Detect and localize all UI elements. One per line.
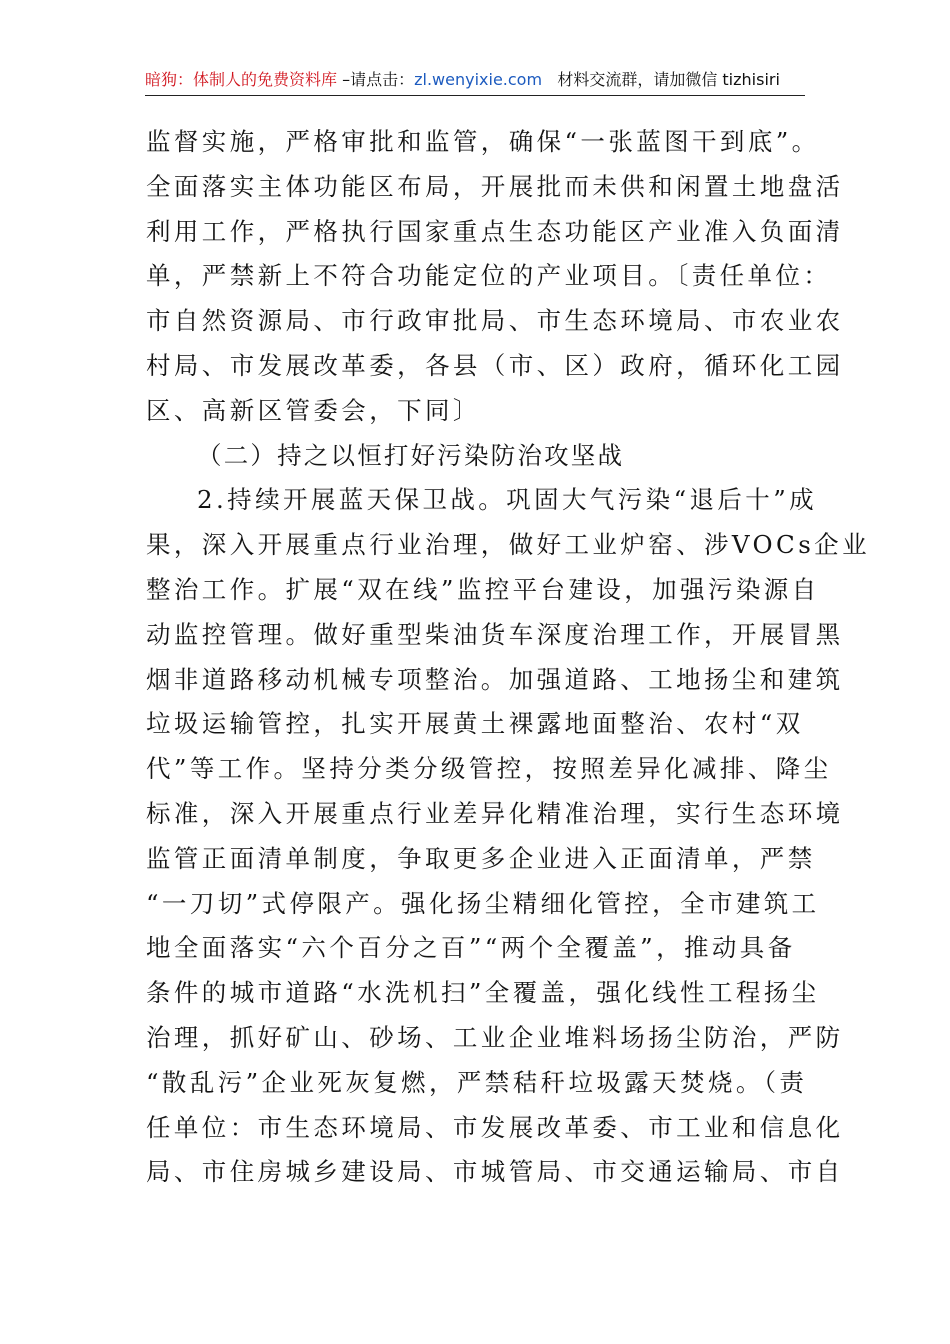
text-line: 代”等工作。坚持分类分级管控，按照差异化减排、降尘 [146, 754, 832, 784]
section-heading: （二）持之以恒打好污染防治攻坚战 [197, 440, 625, 470]
text-line: “一刀切”式停限产。强化扬尘精细化管控，全市建筑工 [146, 888, 820, 918]
text-line: 局、市住房城乡建设局、市城管局、市交通运输局、市自 [146, 1157, 844, 1187]
header-url-link[interactable]: zl.wenyixie.com [414, 70, 543, 89]
header-spacer [542, 70, 557, 89]
text-line: 监督实施，严格审批和监管，确保“一张蓝图干到底”。 [146, 127, 820, 156]
text-line: 条件的城市道路“水洗机扫”全覆盖，强化线性工程扬尘 [146, 978, 820, 1008]
text-line: 市自然资源局、市行政审批局、市生态环境局、市农业农 [146, 306, 844, 336]
text-line: 2.持续开展蓝天保卫战。巩固大气污染“退后十”成 [197, 485, 818, 515]
text-line: 区、高新区管委会，下同〕 [146, 395, 481, 425]
text-line: 任单位：市生态环境局、市发展改革委、市工业和信息化 [146, 1112, 844, 1142]
text-line: 果，深入开展重点行业治理，做好工业炉窑、涉VOCs企业 [146, 530, 870, 560]
text-line: 全面落实主体功能区布局，开展批而未供和闲置土地盘活 [146, 171, 844, 201]
text-line: 单，严禁新上不符合功能定位的产业项目。〔责任单位： [146, 261, 832, 291]
page-header [145, 66, 805, 94]
text-line: 治理，抓好矿山、砂场、工业企业堆料场扬尘防治，严防 [146, 1022, 844, 1052]
text-line: 烟非道路移动机械专项整治。加强道路、工地扬尘和建筑 [146, 664, 844, 694]
text-line: 村局、市发展改革委，各县（市、区）政府，循环化工园 [146, 350, 844, 380]
text-line: 标准，深入开展重点行业差异化精准治理，实行生态环境 [146, 798, 844, 828]
text-line: 利用工作，严格执行国家重点生态功能区产业准入负面清 [146, 216, 844, 246]
header-divider [145, 95, 805, 96]
text-line: 动监控管理。做好重型柴油货车深度治理工作，开展冒黑 [146, 619, 844, 649]
text-line: 整治工作。扩展“双在线”监控平台建设，加强污染源自 [146, 574, 820, 604]
header-site-name: 暗狗：体制人的免费资料库 [145, 70, 338, 89]
text-line: 地全面落实“六个百分之百”“两个全覆盖”，推动具备 [146, 933, 796, 963]
header-click-prompt: –请点击： [337, 70, 415, 89]
text-line: 垃圾运输管控，扎实开展黄土裸露地面整治、农村“双 [146, 709, 804, 739]
text-line: 监管正面清单制度，争取更多企业进入正面清单，严禁 [146, 843, 816, 873]
document-body [146, 120, 870, 1195]
text-line: “散乱污”企业死灰复燃，严禁秸秆垃圾露天焚烧。（责 [146, 1067, 808, 1097]
header-group-note: 材料交流群，请加微信 tizhisiri [557, 70, 780, 89]
